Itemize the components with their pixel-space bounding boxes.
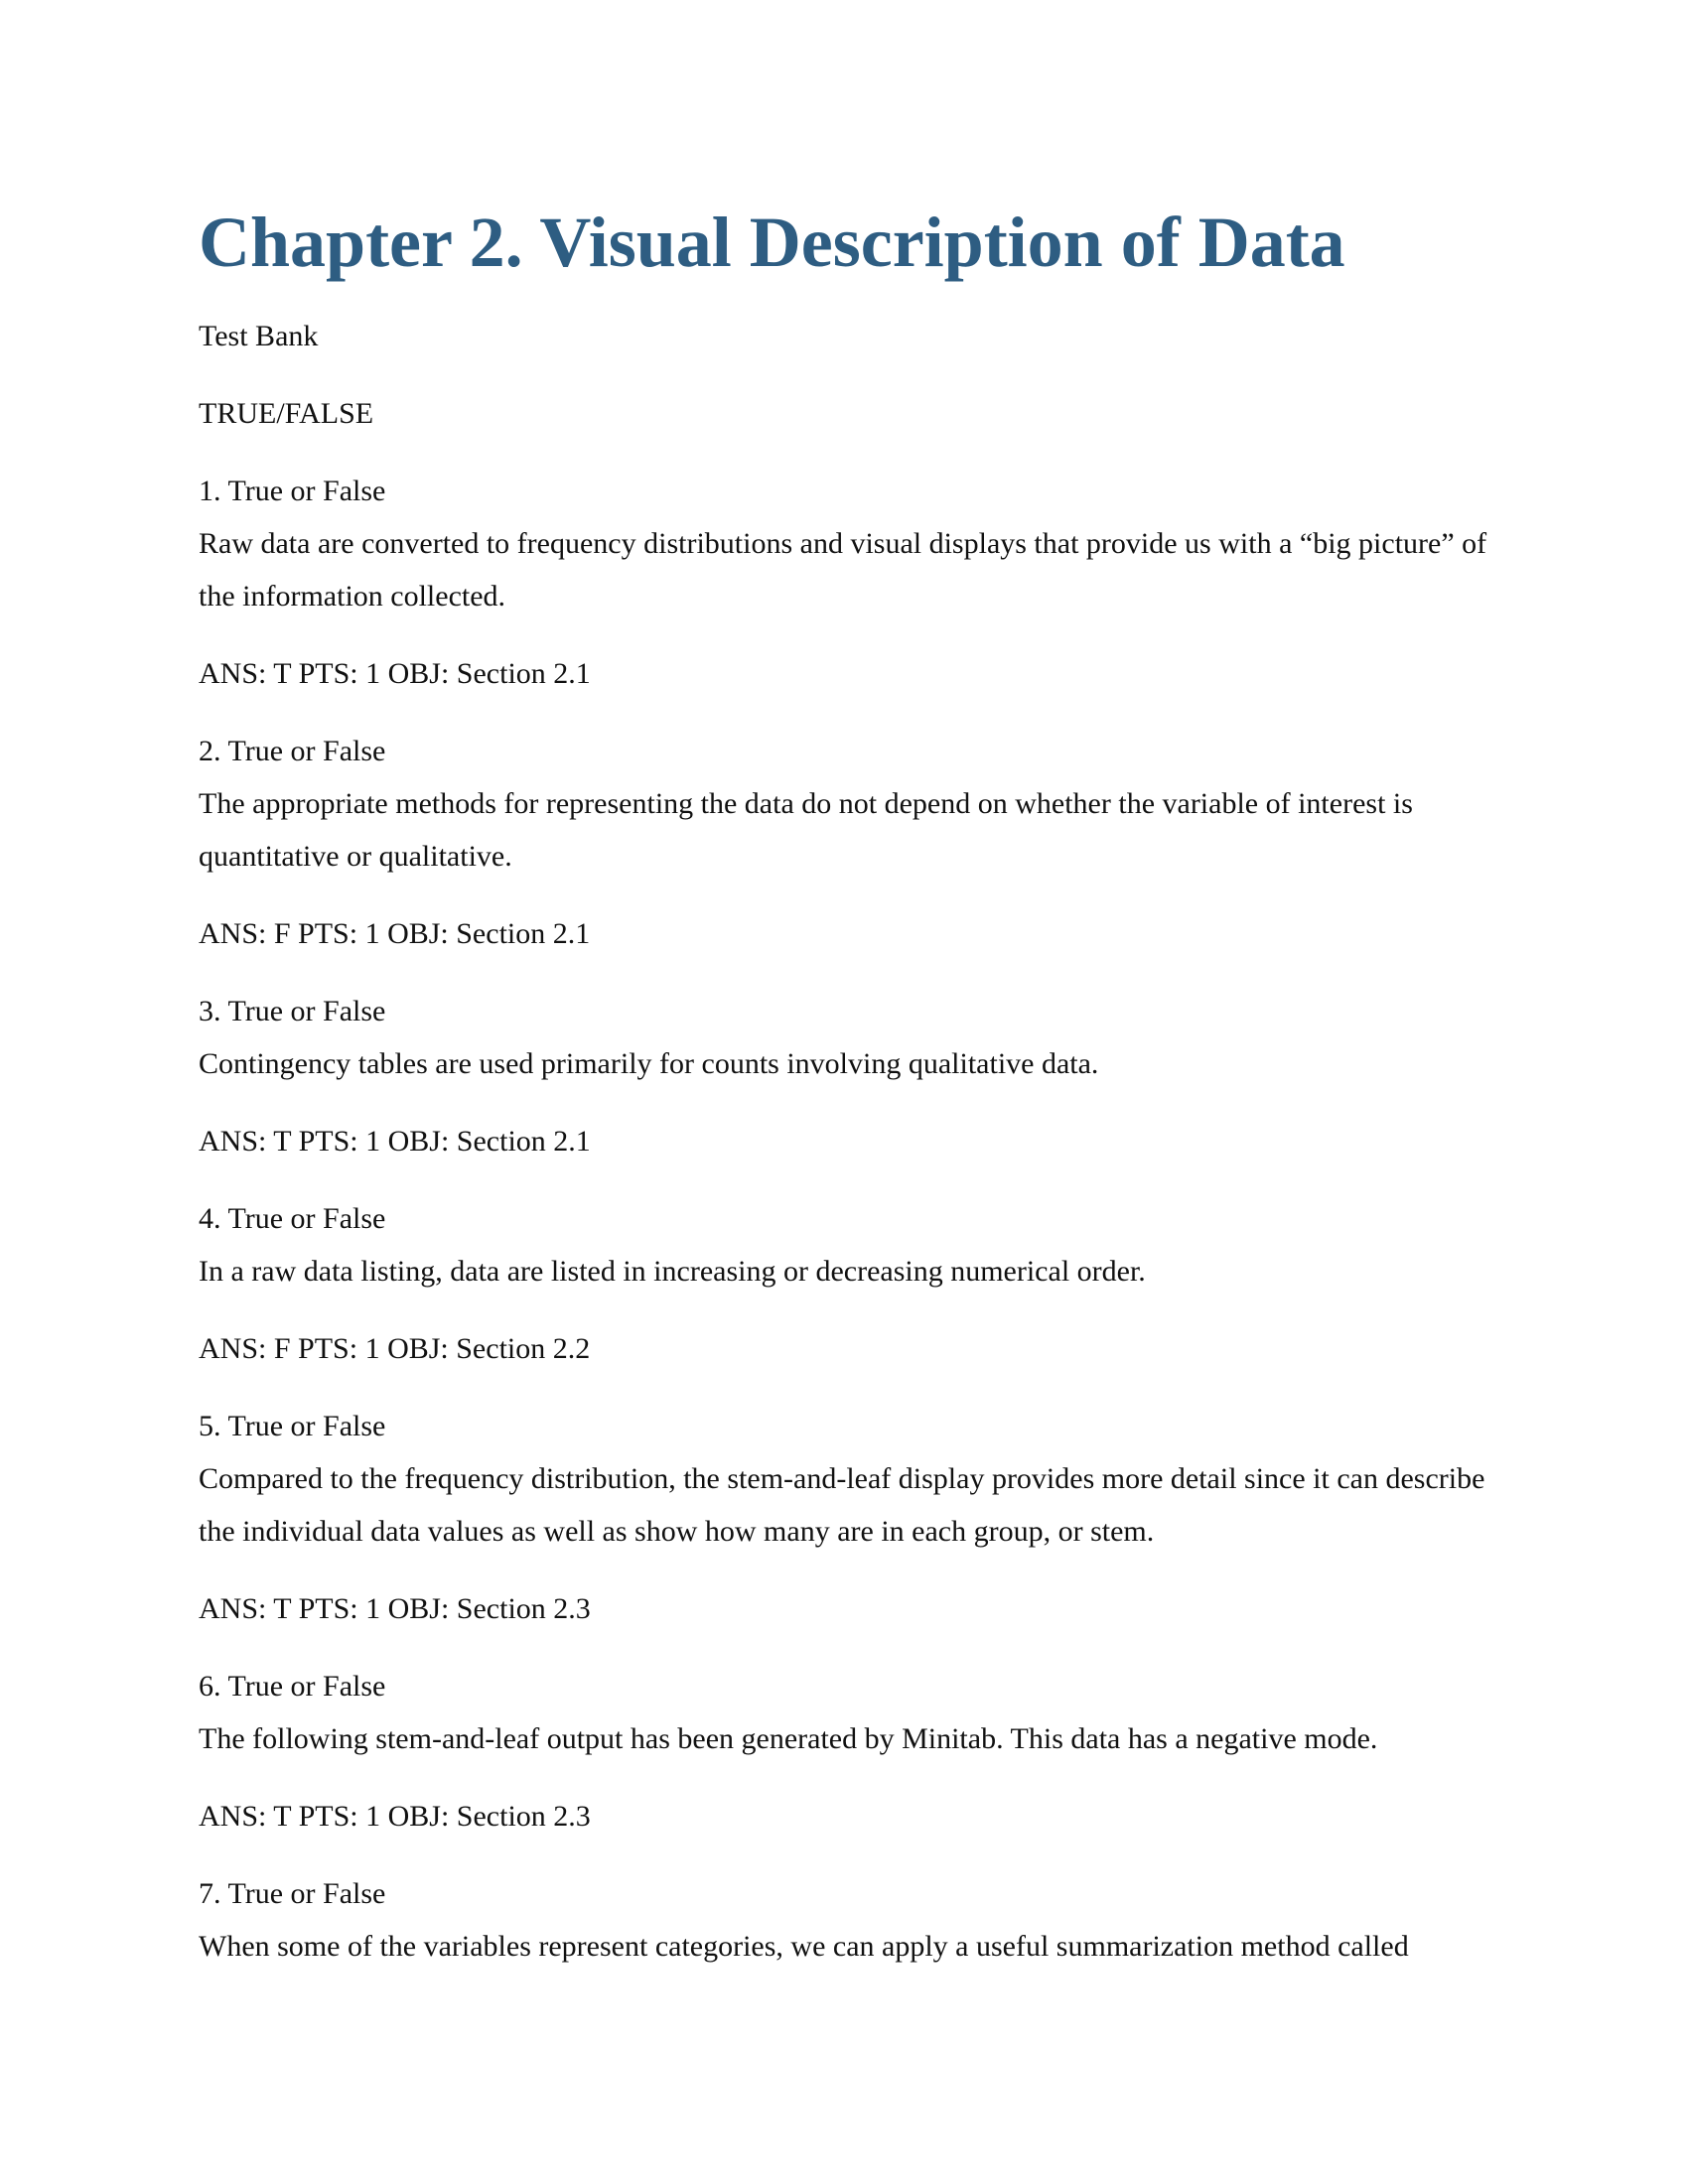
answer-line: ANS: T PTS: 1 OBJ: Section 2.3	[199, 1800, 591, 1833]
question-heading: 5. True or False	[199, 1410, 386, 1442]
answer-line: ANS: F PTS: 1 OBJ: Section 2.2	[199, 1332, 591, 1365]
question-heading: 1. True or False	[199, 475, 386, 507]
answer-line: ANS: T PTS: 1 OBJ: Section 2.1	[199, 657, 591, 690]
question-item	[199, 1192, 1489, 1297]
question-item	[199, 1400, 1489, 1558]
question-text: Raw data are converted to frequency distributions and visual displays that provide us with a “big picture” of the information collected.	[199, 527, 1487, 613]
answer-line: ANS: T PTS: 1 OBJ: Section 2.1	[199, 1125, 591, 1158]
question-item	[199, 1660, 1489, 1765]
answer-line: ANS: F PTS: 1 OBJ: Section 2.1	[199, 917, 591, 950]
page-title: Chapter 2. Visual Description of Data	[199, 203, 1345, 282]
question-text: When some of the variables represent categories, we can apply a useful summarization method called	[199, 1930, 1409, 1963]
section-heading: TRUE/FALSE	[199, 397, 374, 430]
question-item	[199, 725, 1489, 883]
question-text: Contingency tables are used primarily for counts involving qualitative data.	[199, 1047, 1099, 1080]
question-text: The appropriate methods for representing the data do not depend on whether the variable of interest is quantitative or qualitative.	[199, 787, 1413, 873]
answer-line: ANS: T PTS: 1 OBJ: Section 2.3	[199, 1592, 591, 1625]
question-heading: 6. True or False	[199, 1670, 386, 1703]
question-item	[199, 985, 1489, 1090]
question-heading: 2. True or False	[199, 735, 386, 767]
question-heading: 7. True or False	[199, 1877, 386, 1910]
question-text: Compared to the frequency distribution, the stem-and-leaf display provides more detail since it can describe the individual data values as well as show how many are in each group, or stem.	[199, 1462, 1485, 1548]
question-text: The following stem-and-leaf output has been generated by Minitab. This data has a negative mode.	[199, 1722, 1378, 1755]
question-text: In a raw data listing, data are listed in increasing or decreasing numerical order.	[199, 1255, 1146, 1288]
document-page	[199, 195, 1489, 1997]
document-subtitle: Test Bank	[199, 320, 319, 352]
question-item	[199, 465, 1489, 622]
question-item	[199, 1867, 1489, 1973]
question-heading: 3. True or False	[199, 995, 386, 1027]
question-heading: 4. True or False	[199, 1202, 386, 1235]
